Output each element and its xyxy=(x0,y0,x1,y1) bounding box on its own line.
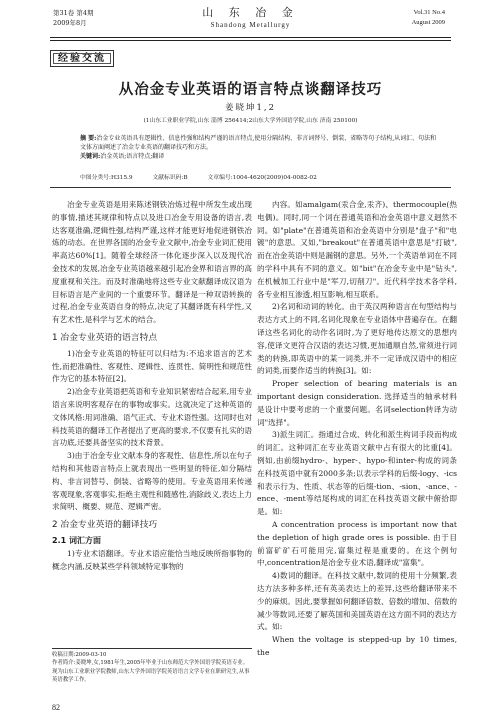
section-heading-1: 1 冶金专业英语的语言特点 xyxy=(52,332,158,343)
abstract-body xyxy=(80,134,440,152)
issue-date: 2009年8月 xyxy=(53,19,87,27)
footnote xyxy=(52,648,252,685)
paragraph: 内容。如amalgam(汞合金,汞齐)、thermocouple(热电偶)。同时,同一个词在普通英语和冶金英语中意义迥然不同。如"plate"在普通英语和冶金英语中分别是"盘子"和"电镀"的意思。又如,"breakout"在普通英语中意思是"打破",而在冶金英语中则是漏钢的意思。另外,一个英语单词在不同的学科中具有不同的意义。如"bit"在冶金专业中是"钻头",在机械加工行业中是"军刀,切削刀"。近代科学技术各学科,各专业相互渗透,相互影响,相互联系。 xyxy=(257,200,457,299)
paragraph: 1)冶金专业英语的特征可以归结为:不追求语言的艺术性,而把准确性、客观性、逻辑性、连贯性、简明性和规范性作为它的基本特征[2]。 xyxy=(52,348,252,384)
header-rule xyxy=(50,37,451,38)
volume-info-en xyxy=(412,8,445,28)
volume-issue: 第31卷 第4期 xyxy=(53,9,94,17)
article-number: 文章编号:1004-4620(2009)04-0082-02 xyxy=(207,175,317,181)
paragraph: 2)名词和动词的转化。由于英汉两种语言在句型结构与表达方式上的不同,名词化现象在专业语体中普遍存在。在翻译这些名词化的动作名词时,为了更好地传达原文的思想内容,使译文更符合汉语的表达习惯,更加通顺自然,常须进行词类的转换,即英语中的某一词类,并不一定译成汉语中的相应的词类,而要作适当的转换[3]。如: xyxy=(257,302,457,376)
classification-line xyxy=(80,172,440,181)
page-number: 82 xyxy=(52,703,60,712)
author: 姜晓坤1,2 xyxy=(224,103,277,113)
journal-title-en: Shandong Metallurgy xyxy=(210,21,291,29)
running-header xyxy=(0,6,501,40)
abstract-rule xyxy=(50,187,451,188)
abstract xyxy=(80,134,440,161)
author-bio: 作者简介:姜晓坤,女,1981年生,2005年毕业于山东师范大学外国语学院英语专业。现为山东工业职业学院教师,山东大学外国语学院英语语言文学专业在职研究生,从事英语教学工作。 xyxy=(52,660,250,684)
intro-paragraph: 冶金专业英语是用来陈述钢铁冶炼过程中所发生或出现的事情,描述其规律和特点以及进口冶金专用设备的语言,表达客观准确,逻辑性强,结构严谨,这样才能更好地促进钢铁冶炼的动态。在世界各国的冶金专业文献中,冶金专业词汇使用率高达60%[1]。随着全球经济一体化逐步深入以及现代冶金技术的发展,冶金专业英语越来越引起冶金界和语言界的高度重视和关注。而及时准确地将这些专业文献翻译成汉语为目标语言是产业间的一个重要环节。翻译是一种双语转换的过程,冶金专业英语自身的特点,决定了其翻译既有科学性,又有艺术性,是科学与艺术的结合。 xyxy=(52,200,252,325)
abstract-label: 摘 要: xyxy=(80,135,97,142)
paragraph: 4)数词的翻译。在科技文献中,数词的使用十分频繁,表达方法多种多样,还有英美表达上的差异,这些给翻译带来不少的麻烦。因此,要掌握如何翻译倍数、倍数的增加、倍数的减少等数词,还要了解英国和美国英语在这方面不同的表达方式。如: xyxy=(257,571,457,632)
example-sentence: Proper selection of bearing materials is an important design consideration. 选择适当的轴承材料是设计中要考虑的一个重要问题。名词selection转译为动词"选择"。 xyxy=(257,379,457,427)
paragraph: 1)专业术语翻译。专业术语应能恰当地反映所指事物的概念内涵,反映某些学科领域特定事物的 xyxy=(52,548,252,571)
example-sentence: A concentration process is important now that the depletion of high grade ores is possible. 由于目前富矿矿石可能用完,富集过程是重要的。在这个例句中,concentration是冶金专业术语,翻译成"富集"。 xyxy=(257,519,457,568)
journal-title-cn: 山 东 冶 金 xyxy=(202,6,299,19)
affiliation: (1山东工业职业学院,山东 淄博 256414;2山东大学外国语学院,山东 济南 250100) xyxy=(143,118,358,124)
example-sentence: When the voltage is stepped-up by 10 times, the xyxy=(257,635,457,657)
issue-date-en: August 2009 xyxy=(411,19,445,26)
paragraph: 3)派生词汇。指通过合成、转化和派生构词手段而构成的词汇。这种词汇在专业英语文献中占有很大的比重[4]。例如,由前缀hydro-、hyper-、hypo-和inter-构成的词条在科技英语中就有2000多条;以表示学科的后缀-logy、-ics和表示行为、性质、状态等的后缀-tion、-sion、-ance、-ence、-ment等结尾构成的词汇在科技英语文献中俯拾即是。如: xyxy=(257,430,457,517)
received-date: 收稿日期:2009-03-10 xyxy=(52,652,107,658)
left-column xyxy=(52,199,252,573)
right-column xyxy=(257,199,457,660)
document-code: 文献标识码:B xyxy=(152,175,188,181)
article-title: 从冶金专业英语的语言特点谈翻译技巧 xyxy=(118,82,383,98)
column-badge: 经验交流 xyxy=(50,50,114,67)
section-heading-2: 2 冶金专业英语的翻译技巧 xyxy=(52,520,158,531)
keywords-label: 关键词: xyxy=(80,153,101,160)
paragraph: 2)冶金专业英语把英语和专业知识紧密结合起来,用专业语言来说明客观存在的事物或事实。这就决定了这种英语的文体风格:用词准确、语气正式、专业术语性强。这同时也对科技英语的翻译工作者提出了更高的要求,不仅要有扎实的语言功底,还要具备坚实的技术背景。 xyxy=(52,387,252,448)
subsection-heading-2-1: 2.1 词汇方面 xyxy=(52,535,101,545)
keywords xyxy=(80,152,440,161)
keywords-text: 冶金英语;语言特点;翻译 xyxy=(100,153,165,160)
paragraph: 3)由于冶金专业文献本身的客观性、信息性,所以在句子结构和其他语言特点上就表现出一些明显的特征,如分隔结构、非言词替号、倒装、省略等的使用。专业英语用来传递客观现象,客观事实,拒绝主观性和随感性,消除歧义,表达上力求简明、概要、规范、逻辑严密。 xyxy=(52,451,252,512)
abstract-text: 冶金专业英语具有逻辑性、信息性强和结构严谨的语言特点,使用分隔结构、非言词替号、倒装、省略等句子结构,从词汇、句法和文体方面阐述了冶金专业英语的翻译技巧和方法。 xyxy=(80,135,437,151)
clc-number: 中图分类号:H315.9 xyxy=(80,175,133,181)
volume-issue-en: Vol.31 No.4 xyxy=(413,9,445,16)
header-rule-thin xyxy=(50,40,451,41)
